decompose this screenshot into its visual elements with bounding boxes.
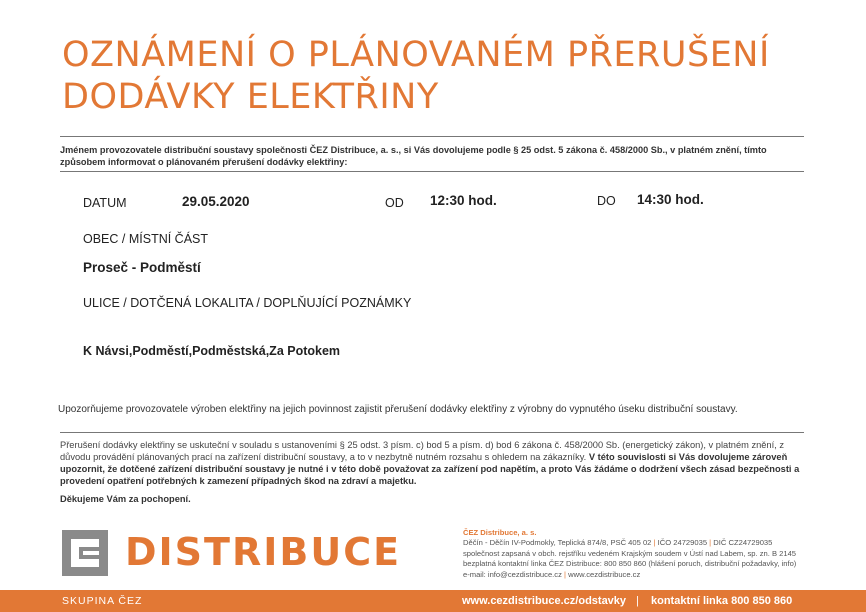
from-value: 12:30 hod. [430,193,497,208]
company-address-line [463,538,853,548]
notice-title [62,34,852,118]
footer-website-link[interactable]: www.cezdistribuce.cz/odstavky [462,595,627,607]
company-web[interactable]: www.cezdistribuce.cz [568,569,641,579]
to-value: 14:30 hod. [637,192,704,207]
separator: | [564,569,566,579]
footer-hotline: kontaktní linka 800 850 860 [651,595,793,607]
streets-value: K Návsi,Podměstí,Podměstská,Za Potokem [83,344,341,358]
legal-normal: Přerušení dodávky elektřiny se uskuteční v souladu s ustanoveními § 25 odst. 3 písm. c) bod 5 a písm. d) bod 6 zákona č. 458/2000 Sb. (energetický zákon), v platném znění, z důvodu provádění plánovaných prací na zařízení distribuční soustavy, a to v nezbytně nutném rozsahu s ohledem na zákazníky. [60,440,784,462]
company-registry: společnost zapsaná v obch. rejstříku vedeném Krajským soudem v Ústí nad Labem, sp. zn. B 2145 [463,548,797,558]
to-label: DO [597,194,616,208]
title-line-1: OZNÁMENÍ O PLÁNOVANÉM PŘERUŠENÍ [62,35,770,75]
municipality-label: OBEC / MÍSTNÍ ČÁST [83,232,209,246]
municipality-value: Proseč - Podměstí [83,260,201,275]
thanks-text: Děkujeme Vám za pochopení. [60,494,191,504]
company-dic: DIČ CZ24729035 [713,538,773,548]
company-contact-line [463,570,853,580]
company-ico: IČO 24729035 [657,538,708,548]
footer-group: SKUPINA ČEZ [62,595,143,607]
company-hotline-note: bezplatná kontaktní linka ČEZ Distribuce: 800 850 860 (hlášení poruch, distribuční požadavky, info) [463,559,797,569]
streets-label: ULICE / DOTČENÁ LOKALITA / DOPLŇUJÍCÍ POZNÁMKY [83,296,412,310]
producers-warning: Upozorňujeme provozovatele výroben elektřiny na jejich povinnost zajistit přerušení dodávky elektřiny z výrobny do vypnutého úseku distribuční soustavy. [58,404,738,415]
separator: | [709,538,712,548]
footer-bar [0,590,866,612]
company-address: Děčín - Děčín IV-Podmokly, Teplická 874/8, PSČ 405 02 [463,538,652,548]
company-email[interactable]: e-mail: info@cezdistribuce.cz [463,569,562,579]
divider-legal [60,432,804,433]
legal-text [60,439,805,487]
intro-text: Jménem provozovatele distribuční soustavy společnosti ČEZ Distribuce, a. s., si Vás dovolujeme podle § 25 odst. 5 zákona č. 458/2000 Sb., v platném znění, tímto způsobem informovat o plánovaném přerušení dodávky elektřiny: [60,145,767,167]
separator: | [653,538,656,548]
footer-separator: | [636,595,639,607]
brand-name: DISTRIBUCE [125,530,402,574]
from-label: OD [385,196,404,210]
date-value: 29.05.2020 [182,194,250,209]
legal-bold: V této souvislosti si Vás dovolujeme zároveň upozornit, že dotčené zařízení distribuční soustavy je nutné i v této době považovat za zařízení pod napětím, a proto Vás žádáme o dodržení všech zásad bezpečnosti a provedení opatření potřebných k zamezení případných škod na zdraví a majetku. [60,452,800,486]
cez-logo-icon [62,530,108,576]
title-line-2: DODÁVKY ELEKTŘINY [62,77,439,117]
divider-intro [60,171,804,172]
company-name: ČEZ Distribuce, a. s. [463,528,537,537]
company-info [463,528,853,580]
date-label: DATUM [83,196,127,210]
divider-top [60,136,804,137]
